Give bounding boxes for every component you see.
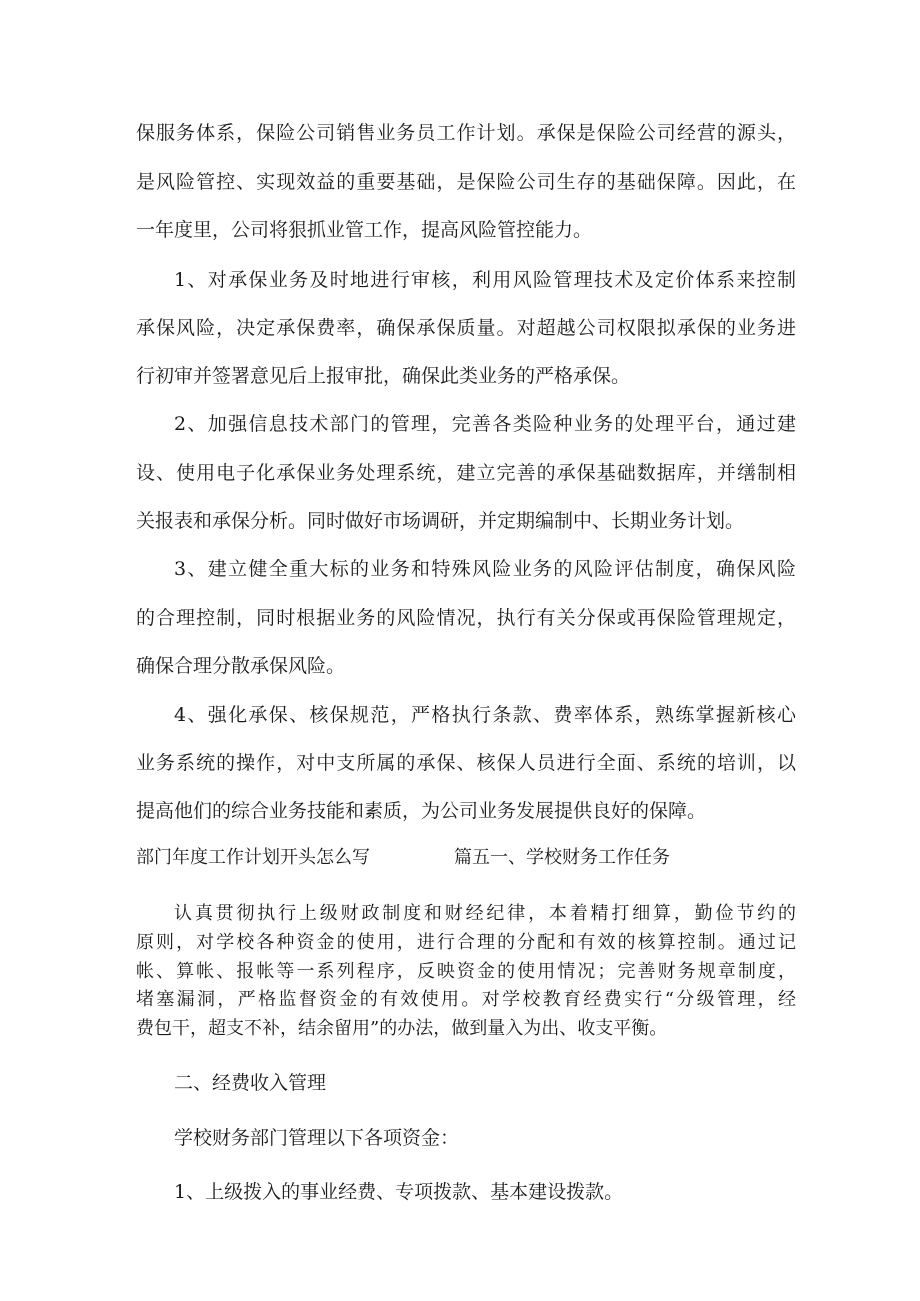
paragraph-line: 承保风险，决定承保费率，确保承保质量。对超越公司权限拟承保的业务进 — [136, 317, 796, 339]
paragraph-line: 堵塞漏洞，严格监督资金的有效使用。对学校教育经费实行“分级管理，经 — [136, 989, 796, 1010]
paragraph-line: 保服务体系，保险公司销售业务员工作计划。承保是保险公司经营的源头， — [136, 122, 796, 144]
paragraph-line: 1、对承保业务及时地进行审核，利用风险管理技术及定价体系来控制 — [174, 269, 796, 291]
list-item: 1、上级拨入的事业经费、专项拨款、基本建设拨款。 — [174, 1181, 624, 1203]
paragraph-line: 是风险管控、实现效益的重要基础，是保险公司生存的基础保障。因此，在 — [136, 171, 796, 193]
subheading: 二、经费收入管理 — [174, 1072, 327, 1094]
paragraph-line: 认真贯彻执行上级财政制度和财经纪律，本着精打细算，勤俭节约的 — [174, 903, 796, 924]
paragraph-line: 提高他们的综合业务技能和素质，为公司业务发展提供良好的保障。 — [136, 800, 707, 822]
heading-right-title: 篇五一、学校财务工作任务 — [454, 847, 670, 868]
paragraph-line: 4、强化承保、核保规范，严格执行条款、费率体系，熟练掌握新核心 — [174, 704, 796, 726]
paragraph-line: 确保合理分散承保风险。 — [136, 655, 346, 677]
paragraph-line: 学校财务部门管理以下各项资金： — [174, 1127, 460, 1149]
paragraph-line: 2、加强信息技术部门的管理，完善各类险种业务的处理平台，通过建 — [174, 413, 796, 435]
paragraph-line: 帐、算帐、报帐等一系列程序，反映资金的使用情况；完善财务规章制度， — [136, 961, 796, 982]
paragraph-line: 一年度里，公司将狠抓业管工作，提高风险管控能力。 — [136, 219, 593, 241]
paragraph-line: 设、使用电子化承保业务处理系统，建立完善的承保基础数据库，并缮制相 — [136, 462, 796, 484]
heading-left-title: 部门年度工作计划开头怎么写 — [136, 847, 370, 868]
paragraph-line: 的合理控制，同时根据业务的风险情况，执行有关分保或再保险管理规定， — [136, 607, 796, 629]
paragraph-line: 业务系统的操作，对中支所属的承保、核保人员进行全面、系统的培训，以 — [136, 752, 796, 774]
paragraph-line: 原则，对学校各种资金的使用，进行合理的分配和有效的核算控制。通过记 — [136, 932, 796, 953]
paragraph-line: 关报表和承保分析。同时做好市场调研，并定期编制中、长期业务计划。 — [136, 510, 745, 532]
paragraph-line: 行初审并签署意见后上报审批，确保此类业务的严格承保。 — [136, 365, 631, 387]
paragraph-line: 3、建立健全重大标的业务和特殊风险业务的风险评估制度，确保风险 — [174, 558, 796, 580]
paragraph-line: 费包干，超支不补，结余留用”的办法，做到量入为出、收支平衡。 — [136, 1018, 668, 1039]
